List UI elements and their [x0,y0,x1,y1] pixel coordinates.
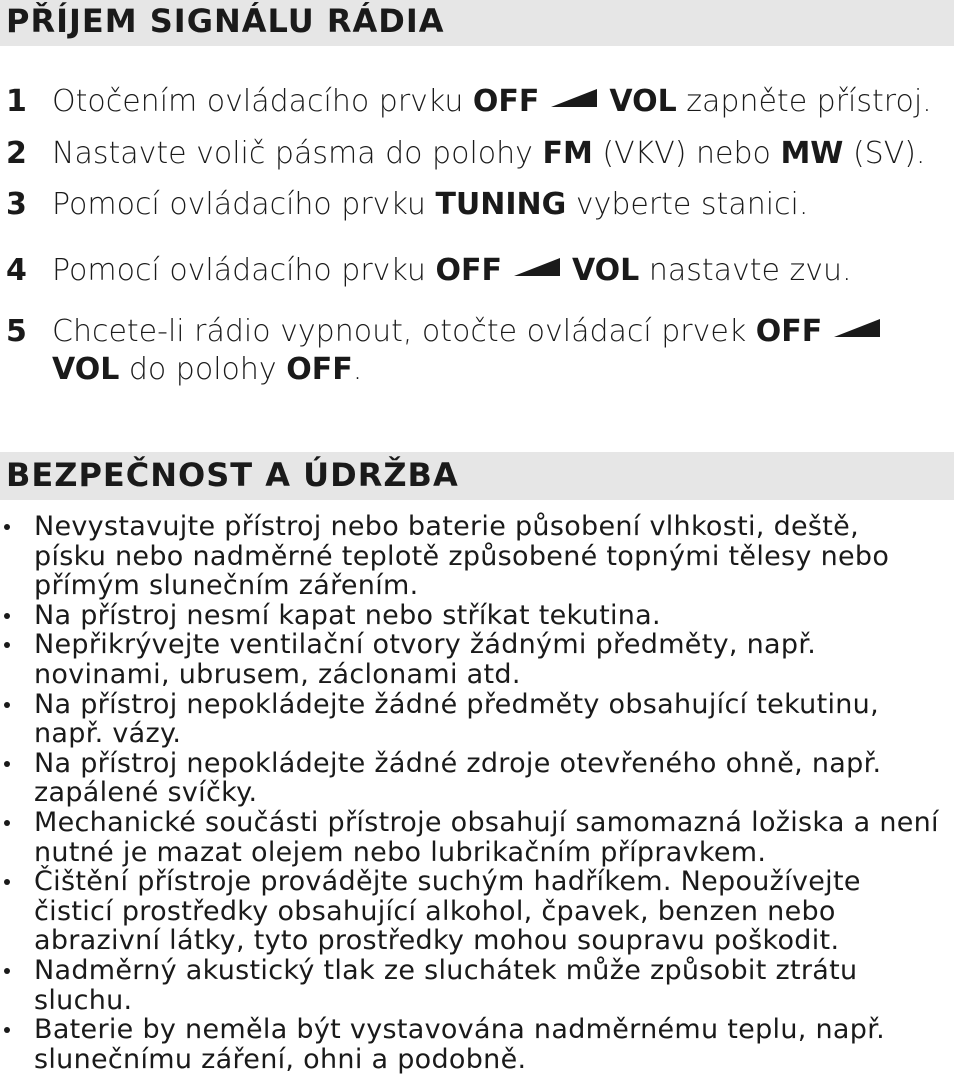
control-vol: VOL [571,253,640,288]
step-2 [6,135,925,173]
list-item-text: Mechanické součásti přístroje obsahují samomazná ložiska a není nutné je mazat olejem nebo lubrikačním přípravkem. [34,806,939,868]
band-mw: MW [780,136,844,171]
list-item-text: Baterie by neměla být vystavována nadměrnému teplu, např. slunečnímu záření, ohni a podobně. [34,1014,886,1075]
list-item [0,690,960,749]
step-text-end: nastavte zvu. [648,253,852,288]
step-text: Nastavte volič pásma do polohy [52,136,533,171]
bullet-icon [4,879,10,885]
step-text-end: zapněte přístroj. [686,84,932,119]
section-header-bar [0,452,954,500]
bullet-icon [4,524,10,530]
bullet-icon [4,968,10,974]
list-item [0,630,960,689]
step-text-mid: (VKV) nebo [602,136,771,171]
bullet-icon [4,820,10,826]
control-vol: VOL [52,352,120,387]
list-item [0,808,960,867]
section-header-bar [0,0,954,46]
list-item-text: Čištění přístroje provádějte suchým hadříkem. Nepoužívejte čisticí prostředky obsahující alkohol, čpavek, benzen nebo abrazivní látky, tyto prostředky mohou soupravu poškodit. [34,866,861,957]
list-item-text: Na přístroj nesmí kapat nebo stříkat tekutina. [34,599,661,631]
list-item-text: Nepřikrývejte ventilační otvory žádnými předměty, např. novinami, ubrusem, záclonami atd. [34,629,817,690]
step-4 [6,252,852,290]
step-number: 3 [6,187,27,222]
control-off: OFF [755,314,823,349]
bullet-icon [4,613,10,619]
list-item-text: Na přístroj nepokládejte žádné zdroje otevřeného ohně, např. zapálené svíčky. [34,747,882,809]
step-text-end: (SV). [852,136,926,171]
section-title-safety: BEZPEČNOST A ÚDRŽBA [6,456,459,494]
control-vol: VOL [609,84,677,119]
step-number: 2 [6,136,27,171]
step-number: 4 [6,253,27,288]
section-title-radio: PŘÍJEM SIGNÁLU RÁDIA [6,2,445,40]
control-off-position: OFF [286,352,353,387]
safety-bullet-list [0,512,960,1074]
bullet-icon [4,1027,10,1033]
volume-ramp-icon [834,319,880,337]
control-off: OFF [435,253,502,288]
list-item-text: Nevystavujte přístroj nebo baterie působení vlhkosti, deště, písku nebo nadměrné teplotě způsobené topnými tělesy nebo přímým slunečním zářením. [34,511,890,602]
bullet-icon [4,642,10,648]
list-item-text: Nadměrný akustický tlak ze sluchátek může způsobit ztrátu sluchu. [34,954,858,1016]
control-off: OFF [472,84,540,119]
step-text: Pomocí ovládacího prvku [52,253,426,288]
step-1 [6,83,932,121]
step-text: Chcete-li rádio vypnout, otočte ovládací prvek [52,314,747,349]
bullet-icon [4,702,10,708]
step-number: 5 [6,314,27,349]
step-3 [6,186,808,224]
volume-ramp-icon [514,258,560,276]
step-text-end: vyberte stanici. [575,187,809,222]
band-fm: FM [542,136,593,171]
volume-ramp-icon [551,89,597,107]
control-tuning: TUNING [435,187,567,222]
list-item [0,512,960,601]
step-period: . [352,352,363,387]
list-item [0,601,960,631]
step-number: 1 [6,84,27,119]
list-item [0,867,960,956]
list-item-text: Na přístroj nepokládejte žádné předměty obsahující tekutinu, např. vázy. [34,688,879,750]
step-text-end: do polohy [128,352,277,387]
step-text: Pomocí ovládacího prvku [52,187,426,222]
list-item [0,1015,960,1074]
list-item [0,749,960,808]
step-5 [6,313,892,389]
list-item [0,956,960,1015]
bullet-icon [4,761,10,767]
step-text: Otočením ovládacího prvku [52,84,464,119]
